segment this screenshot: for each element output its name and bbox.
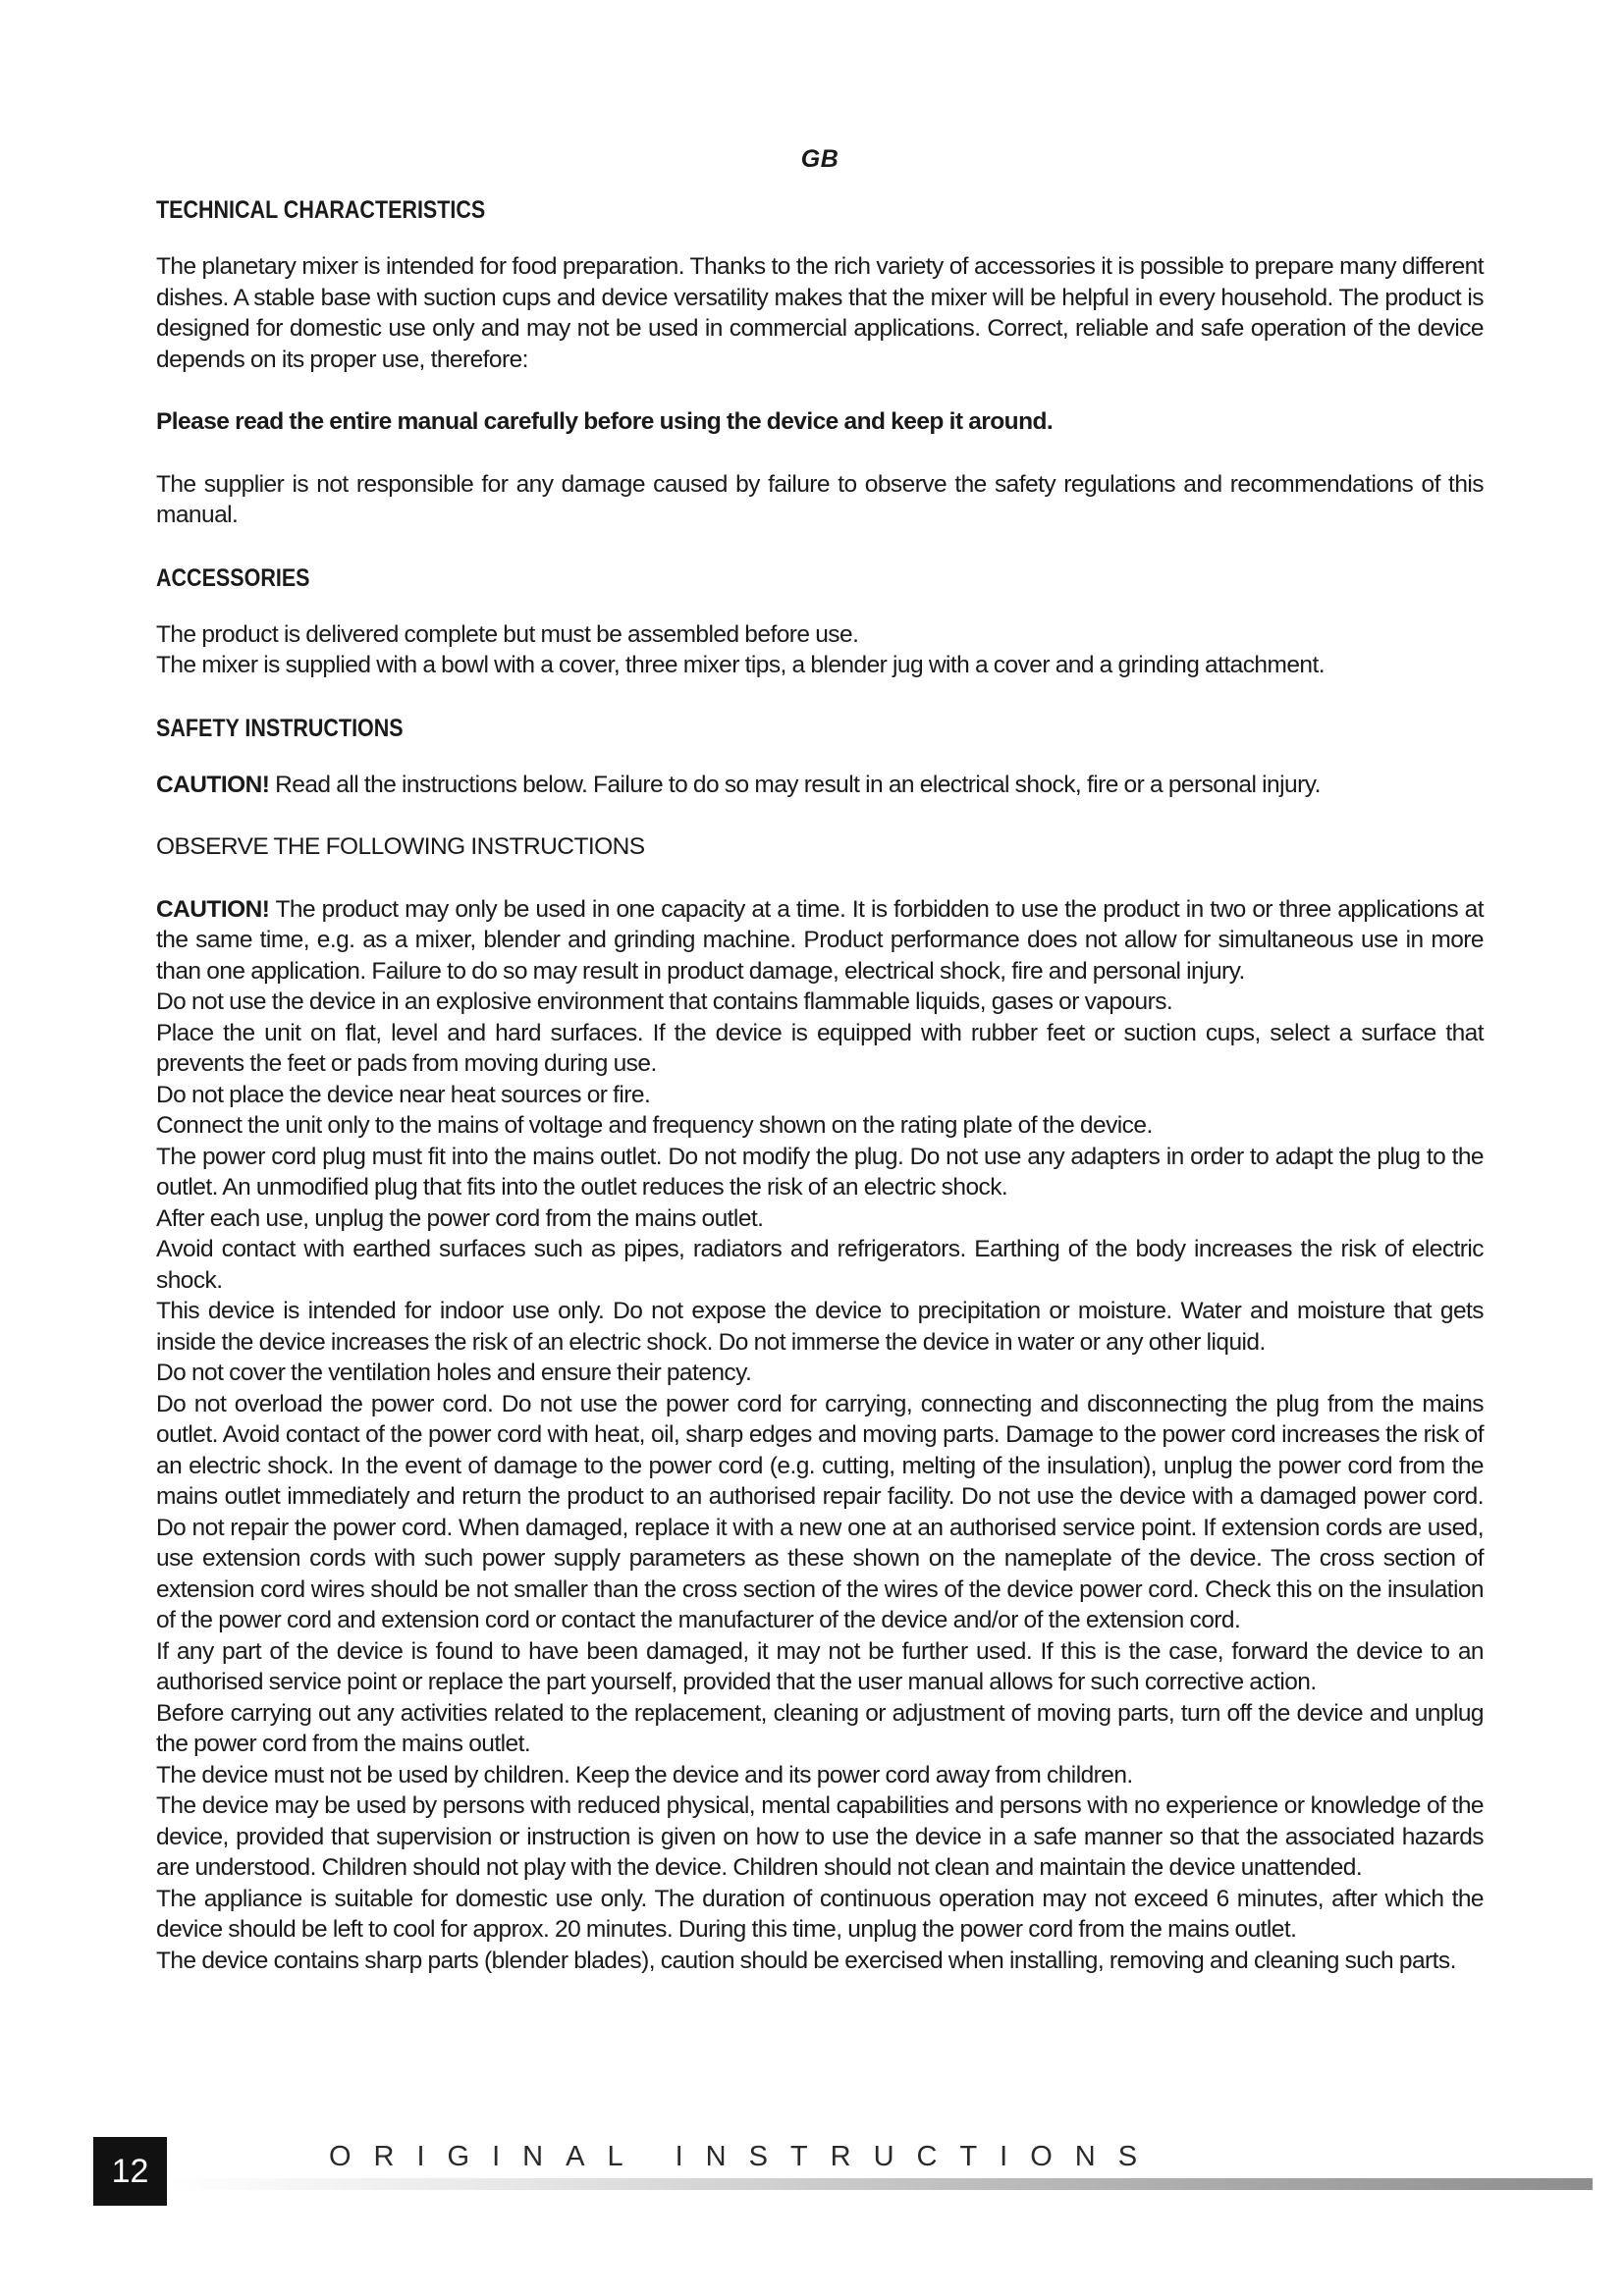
list-item: Before carrying out any activities related to the replacement, cleaning or adjustment of moving parts, turn off the device and unplug the power cord from the mains outlet. bbox=[156, 1699, 1484, 1757]
footer-gradient-rule bbox=[167, 2178, 1593, 2190]
list-item: Do not overload the power cord. Do not use the power cord for carrying, connecting and disconnecting the plug from the mains outlet. Avoid contact of the power cord with heat, oil, sharp edges and moving parts. Damage to the power cord increases the risk of an electric shock. In the event of damage to the power cord (e.g. cutting, melting of the insulation), unplug the power cord from the mains outlet immediately and return the product to an authorised repair facility. Do not use the device with a damaged power cord. Do not repair the power cord. When damaged, replace it with a new one at an authorised service point. If extension cords are used, use extension cords with such power supply parameters as these shown on the nameplate of the device. The cross section of extension cord wires should be not smaller than the cross section of the wires of the device power cord. Check this on the insulation of the power cord and extension cord or contact the manufacturer of the device and/or of the extension cord. bbox=[156, 1390, 1484, 1633]
accessories-line-2: The mixer is supplied with a bowl with a cover, three mixer tips, a blender jug with a cover and a grinding attachment. bbox=[156, 652, 1326, 678]
list-item: This device is intended for indoor use only. Do not expose the device to precipitation or moisture. Water and moisture that gets inside the device increases the risk of an electric shock. Do not immerse the device in water or any other liquid. bbox=[156, 1298, 1484, 1356]
list-item: After each use, unplug the power cord from the mains outlet. bbox=[156, 1204, 764, 1232]
list-item: The device contains sharp parts (blender blades), caution should be exercised when installing, removing and cleaning such parts. bbox=[156, 1947, 1456, 1974]
list-item: Place the unit on flat, level and hard surfaces. If the device is equipped with rubber feet or suction cups, select a surface that prevents the feet or pads from moving during use. bbox=[156, 1019, 1484, 1077]
supplier-disclaimer: The supplier is not responsible for any damage caused by failure to observe the safety regulations and recommendations of this manual. bbox=[156, 470, 1484, 528]
page-footer bbox=[93, 2137, 1593, 2206]
heading-technical-characteristics: TECHNICAL CHARACTERISTICS bbox=[156, 196, 486, 224]
content bbox=[156, 194, 1484, 1976]
list-item: Do not place the device near heat sources or fire. bbox=[156, 1081, 651, 1108]
read-manual-notice: Please read the entire manual carefully before using the device and keep it around. bbox=[156, 408, 1054, 435]
page-number: 12 bbox=[93, 2137, 167, 2206]
safety-instructions-list bbox=[156, 894, 1484, 1977]
footer-original-instructions: ORIGINAL INSTRUCTIONS bbox=[329, 2141, 1161, 2172]
list-item: The power cord plug must fit into the mains outlet. Do not modify the plug. Do not use any adapters in order to adapt the plug to the outlet. An unmodified plug that fits into the outlet reduces the risk of an electric shock. bbox=[156, 1143, 1484, 1201]
caution-text: The product may only be used in one capacity at a time. It is forbidden to use the product in two or three applications at the same time, e.g. as a mixer, blender and grinding machine. Product performance does not allow for simultaneous use in more than one application. Failure to do so may result in product damage, electrical shock, fire and personal injury. bbox=[156, 895, 1484, 985]
observe-instructions-line: OBSERVE THE FOLLOWING INSTRUCTIONS bbox=[156, 833, 645, 860]
heading-accessories: ACCESSORIES bbox=[156, 563, 310, 592]
caution-label: CAUTION! bbox=[156, 771, 270, 798]
list-item: If any part of the device is found to have been damaged, it may not be further used. If this is the case, forward the device to an authorised service point or replace the part yourself, provided that the user manual allows for such corrective action. bbox=[156, 1637, 1484, 1695]
technical-intro-paragraph: The planetary mixer is intended for food preparation. Thanks to the rich variety of accessories it is possible to prepare many different dishes. A stable base with suction cups and device versatility makes that the mixer will be helpful in every household. The product is designed for domestic use only and may not be used in commercial applications. Correct, reliable and safe operation of the device depends on its proper use, therefore: bbox=[156, 253, 1484, 373]
caution-label: CAUTION! bbox=[156, 895, 270, 923]
list-item: The appliance is suitable for domestic use only. The duration of continuous operation may not exceed 6 minutes, after which the device should be left to cool for approx. 20 minutes. During this time, unplug the power cord from the mains outlet. bbox=[156, 1885, 1484, 1943]
list-item: Do not cover the ventilation holes and ensure their patency. bbox=[156, 1360, 752, 1386]
accessories-line-1: The product is delivered complete but must be assembled before use. bbox=[156, 620, 859, 648]
list-item bbox=[156, 894, 1484, 988]
list-item: The device must not be used by children. Keep the device and its power cord away from children. bbox=[156, 1761, 1133, 1789]
caution-text: Read all the instructions below. Failure to do so may result in an electrical shock, fire or a personal injury. bbox=[269, 771, 1321, 798]
language-marker: GB bbox=[800, 145, 839, 173]
list-item: Do not use the device in an explosive environment that contains flammable liquids, gases or vapours. bbox=[156, 988, 1173, 1015]
list-item: Avoid contact with earthed surfaces such as pipes, radiators and refrigerators. Earthing of the body increases the risk of electric shock. bbox=[156, 1236, 1484, 1294]
safety-caution-paragraph bbox=[156, 770, 1484, 801]
heading-safety-instructions: SAFETY INSTRUCTIONS bbox=[156, 714, 404, 742]
list-item: The device may be used by persons with reduced physical, mental capabilities and persons with no experience or knowledge of the device, provided that supervision or instruction is given on how to use the device in a safe manner so that the associated hazards are understood. Children should not play with the device. Children should not clean and maintain the device unattended. bbox=[156, 1792, 1484, 1881]
list-item: Connect the unit only to the mains of voltage and frequency shown on the rating plate of the device. bbox=[156, 1112, 1153, 1139]
